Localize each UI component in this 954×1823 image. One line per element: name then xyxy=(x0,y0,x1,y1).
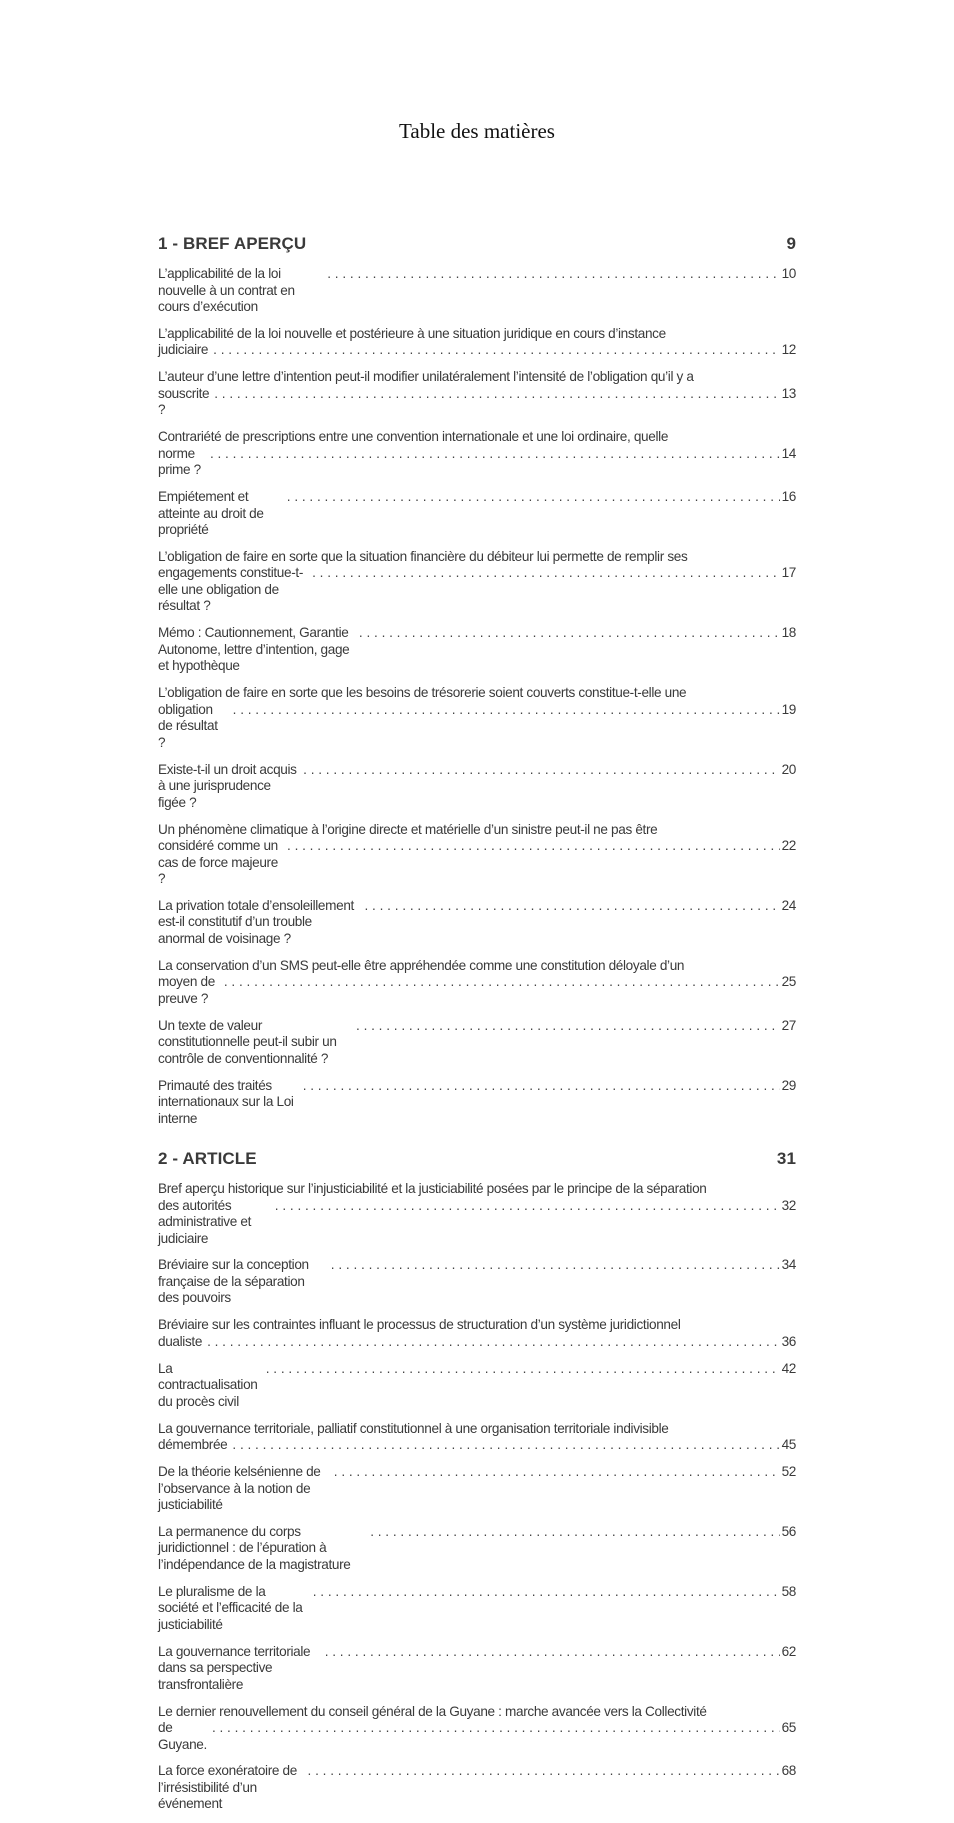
dot-leader xyxy=(214,386,779,403)
toc-entry-text: des autorités administrative et judiciaire xyxy=(158,1197,252,1246)
toc-entry-line xyxy=(158,1018,796,1068)
toc-entry[interactable] xyxy=(158,1464,796,1514)
toc-entry-page: 22 xyxy=(781,838,796,854)
toc-entry[interactable] xyxy=(158,625,796,675)
dot-leader xyxy=(303,1078,780,1095)
toc-entry-page: 68 xyxy=(781,1763,796,1779)
toc-entry-line xyxy=(158,1524,796,1574)
toc-entry-line xyxy=(158,342,796,359)
toc-entry-text: Bréviaire sur la conception française de la séparation des pouvoirs xyxy=(158,1257,309,1306)
toc-entry-page: 42 xyxy=(781,1360,796,1376)
toc-entry-line xyxy=(158,1763,796,1813)
toc-section xyxy=(158,1147,796,1813)
toc-entry[interactable] xyxy=(158,762,796,812)
section-heading-page: 31 xyxy=(776,1149,796,1169)
toc-entry-text-line1: La gouvernance territoriale, palliatif constitutionnel à une organisation territoriale indivisible xyxy=(158,1420,669,1436)
toc-entry-line xyxy=(158,386,796,419)
section-heading-label: 2 - ARTICLE xyxy=(158,1149,257,1169)
dot-leader xyxy=(331,1257,780,1274)
toc-entry-page: 27 xyxy=(781,1017,796,1033)
dot-leader xyxy=(308,1763,780,1780)
toc-entry-page: 65 xyxy=(781,1720,796,1736)
toc-entry-page: 20 xyxy=(781,761,796,777)
toc-entry-page: 29 xyxy=(781,1077,796,1093)
toc-entry-text-line1: L’auteur d’une lettre d’intention peut-il modifier unilatéralement l’intensité de l’obligation qu’il y a xyxy=(158,369,694,385)
toc-entry-text: L’applicabilité de la loi nouvelle à un contrat en cours d’exécution xyxy=(158,266,295,314)
toc-entry-page: 36 xyxy=(781,1333,796,1349)
toc-entry[interactable] xyxy=(158,549,796,615)
toc-entry[interactable] xyxy=(158,326,796,359)
dot-leader xyxy=(313,1584,780,1601)
dot-leader xyxy=(312,565,779,582)
toc-entry[interactable] xyxy=(158,429,796,479)
dot-leader xyxy=(365,898,780,915)
toc-entry-text: La force exonératoire de l’irrésistibilité d’un événement xyxy=(158,1763,297,1812)
toc-entry-text-line1: Le dernier renouvellement du conseil général de la Guyane : marche avancée vers la Collectivité xyxy=(158,1703,707,1719)
toc-entry[interactable] xyxy=(158,1181,796,1247)
toc-entry-text: dualiste xyxy=(158,1333,203,1349)
toc-entry-line xyxy=(158,489,796,539)
toc-entry[interactable] xyxy=(158,822,796,888)
toc-entry-line xyxy=(158,898,796,948)
dot-leader xyxy=(327,266,779,283)
toc-entry[interactable] xyxy=(158,1257,796,1307)
dot-leader xyxy=(207,1334,780,1351)
dot-leader xyxy=(359,625,780,642)
toc-entry[interactable] xyxy=(158,489,796,539)
section-heading-label: 1 - BREF APERÇU xyxy=(158,234,307,253)
toc-entry[interactable] xyxy=(158,1018,796,1068)
toc-entry-line xyxy=(158,1334,796,1351)
toc-entry-text: judiciaire xyxy=(158,342,209,358)
toc-entry-page: 14 xyxy=(781,445,796,461)
toc-entry-text-line1: Contrariété de prescriptions entre une convention internationale et une loi ordinaire, quelle xyxy=(158,429,669,445)
toc-entry-line xyxy=(158,1464,796,1514)
toc-entry-text: obligation de résultat ? xyxy=(158,701,218,750)
section-heading[interactable] xyxy=(158,1147,796,1171)
toc-entry[interactable] xyxy=(158,685,796,751)
section-heading[interactable] xyxy=(158,232,796,256)
toc-entry-text-line1: L’obligation de faire en sorte que les besoins de trésorerie soient couverts constitue-t-elle une xyxy=(158,685,687,701)
toc-entry-page: 19 xyxy=(781,701,796,717)
toc-entry[interactable] xyxy=(158,1421,796,1454)
toc-entry-text: souscrite ? xyxy=(158,385,210,418)
toc-entry-page: 17 xyxy=(781,565,796,581)
toc-entry-text: démembrée xyxy=(158,1437,228,1453)
dot-leader xyxy=(213,342,779,359)
toc-entry-text: De la théorie kelsénienne de l’observance à la notion de justiciabilité xyxy=(158,1464,321,1513)
dot-leader xyxy=(233,702,780,719)
toc-entry[interactable] xyxy=(158,1078,796,1128)
toc-entry[interactable] xyxy=(158,1763,796,1813)
section-entries xyxy=(158,266,796,1127)
toc-entry-line xyxy=(158,974,796,1007)
toc-entry[interactable] xyxy=(158,1644,796,1694)
toc-entry-text: La gouvernance territoriale dans sa perspective transfrontalière xyxy=(158,1643,311,1692)
toc-entry[interactable] xyxy=(158,1317,796,1350)
dot-leader xyxy=(334,1464,780,1481)
table-of-contents xyxy=(158,232,796,1823)
dot-leader xyxy=(224,974,780,991)
toc-entry[interactable] xyxy=(158,1584,796,1634)
toc-entry-line xyxy=(158,1078,796,1128)
toc-entry-line xyxy=(158,1720,796,1753)
toc-entry-line xyxy=(158,1584,796,1634)
toc-entry[interactable] xyxy=(158,369,796,419)
toc-entry-text: Existe-t-il un droit acquis à une jurisprudence figée ? xyxy=(158,761,297,810)
toc-entry-text: norme prime ? xyxy=(158,445,201,478)
toc-entry-text-line1: Un phénomène climatique à l’origine directe et matérielle d’un sinistre peut-il ne pas être xyxy=(158,821,658,837)
toc-entry-page: 62 xyxy=(781,1643,796,1659)
toc-entry-page: 12 xyxy=(781,342,796,358)
toc-entry-line xyxy=(158,1437,796,1454)
toc-entry-text-line1: L’obligation de faire en sorte que la situation financière du débiteur lui permette de remplir ses xyxy=(158,548,688,564)
toc-entry-text: La permanence du corps juridictionnel : de l’épuration à l’indépendance de la magistrature xyxy=(158,1523,351,1572)
toc-entry-page: 24 xyxy=(781,897,796,913)
toc-entry-page: 56 xyxy=(781,1523,796,1539)
toc-entry-line xyxy=(158,446,796,479)
dot-leader xyxy=(325,1644,780,1661)
toc-entry-text: Le pluralisme de la société et l’efficacité de la justiciabilité xyxy=(158,1583,303,1632)
toc-entry-line xyxy=(158,1361,796,1411)
toc-entry-text: Mémo : Cautionnement, Garantie Autonome, lettre d’intention, gage et hypothèque xyxy=(158,625,350,674)
dot-leader xyxy=(210,446,780,463)
toc-entry-page: 32 xyxy=(781,1197,796,1213)
toc-entry-page: 10 xyxy=(781,266,796,281)
toc-entry-text: La contractualisation du procès civil xyxy=(158,1360,258,1409)
toc-entry-text: Un texte de valeur constitutionnelle peut-il subir un contrôle de conventionnalité ? xyxy=(158,1017,337,1066)
toc-entry-line xyxy=(158,1198,796,1248)
toc-entry-text: de Guyane. xyxy=(158,1720,207,1752)
toc-entry-line xyxy=(158,625,796,675)
dot-leader xyxy=(303,762,779,779)
toc-entry[interactable] xyxy=(158,898,796,948)
toc-entry-line xyxy=(158,702,796,752)
dot-leader xyxy=(266,1361,780,1378)
dot-leader xyxy=(287,838,780,855)
toc-entry[interactable] xyxy=(158,1361,796,1411)
toc-entry-text-line1: La conservation d’un SMS peut-elle être appréhendée comme une constitution déloyale d’un xyxy=(158,957,685,973)
toc-entry-text: considéré comme un cas de force majeure ? xyxy=(158,838,278,887)
dot-leader xyxy=(232,1437,779,1454)
section-heading-page: 9 xyxy=(786,234,796,253)
toc-entry[interactable] xyxy=(158,958,796,1008)
toc-entry-text-line1: Bréviaire sur les contraintes influant le processus de structuration d’un système juridictionnel xyxy=(158,1317,681,1333)
toc-entry-text: engagements constitue-t-elle une obligation de résultat ? xyxy=(158,565,303,614)
toc-entry-text: Empiétement et atteinte au droit de propriété xyxy=(158,489,264,538)
toc-entry[interactable] xyxy=(158,1704,796,1754)
dot-leader xyxy=(356,1018,780,1035)
toc-entry-text-line1: Bref aperçu historique sur l’injusticiabilité et la justiciabilité posées par le principe de la séparation xyxy=(158,1181,707,1197)
toc-entry-text: moyen de preuve ? xyxy=(158,974,215,1006)
toc-entry-text: Primauté des traités internationaux sur la Loi interne xyxy=(158,1077,294,1126)
toc-entry-line xyxy=(158,1644,796,1694)
toc-entry[interactable] xyxy=(158,1524,796,1574)
page-title: Table des matières xyxy=(399,119,555,143)
toc-entry-line xyxy=(158,266,796,316)
toc-entry-line xyxy=(158,838,796,888)
toc-entry-line xyxy=(158,565,796,615)
toc-entry-text: La privation totale d’ensoleillement est-il constitutif d’un trouble anormal de voisinage ? xyxy=(158,897,354,946)
toc-entry-page: 25 xyxy=(781,974,796,990)
toc-entry-line xyxy=(158,762,796,812)
toc-entry-page: 16 xyxy=(781,489,796,505)
toc-entry[interactable] xyxy=(158,266,796,316)
toc-entry-page: 34 xyxy=(781,1257,796,1273)
toc-entry-page: 52 xyxy=(781,1464,796,1480)
dot-leader xyxy=(287,489,780,506)
toc-entry-line xyxy=(158,1257,796,1307)
toc-entry-page: 13 xyxy=(781,385,796,401)
toc-section xyxy=(158,232,796,1127)
dot-leader xyxy=(275,1198,780,1215)
toc-entry-page: 18 xyxy=(781,625,796,641)
dot-leader xyxy=(370,1524,779,1541)
dot-leader xyxy=(212,1720,780,1737)
toc-entry-page: 45 xyxy=(781,1437,796,1453)
toc-entry-page: 58 xyxy=(781,1583,796,1599)
toc-entry-text-line1: L’applicabilité de la loi nouvelle et postérieure à une situation juridique en cours d’instance xyxy=(158,325,666,341)
